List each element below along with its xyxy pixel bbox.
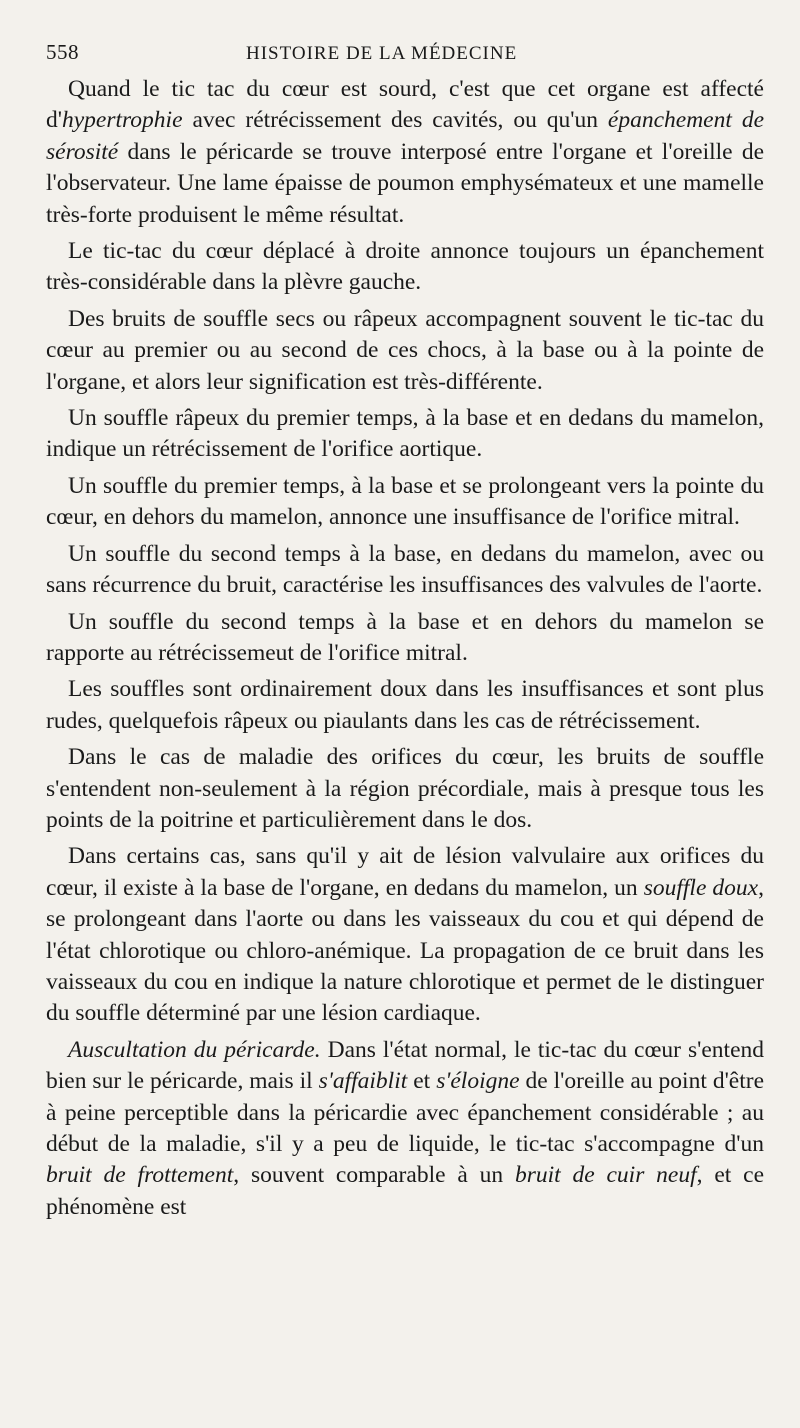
text-run: Le tic-tac du cœur déplacé à droite annonce toujours un épanchement très-considérable dans la plèvre gauche.	[46, 238, 764, 296]
paragraph	[46, 1035, 764, 1223]
text-run: Dans le cas de maladie des orifices du cœur, les bruits de souffle s'entendent non-seulement à la région précordiale, mais à presque tous les points de la poitrine et particulièrement dans le dos.	[46, 744, 764, 833]
italic-text: hypertrophie	[61, 107, 183, 134]
text-run: et	[407, 1068, 437, 1095]
text-run: , souvent comparable à un	[233, 1162, 515, 1189]
body-text	[46, 74, 764, 1223]
italic-text: s'éloigne	[436, 1068, 520, 1095]
paragraph	[46, 74, 764, 231]
text-run: Un souffle du premier temps, à la base et se prolongeant vers la pointe du cœur, en dehors du mamelon, annonce une insuffisance de l'orifice mitral.	[46, 472, 764, 531]
paragraph	[46, 304, 764, 398]
paragraph	[46, 539, 764, 602]
italic-text: épanchement de sérosité	[46, 107, 764, 165]
text-run: Dans l'état normal, le tic-tac du cœur s'entend bien sur le péricarde, mais il	[46, 1036, 765, 1095]
text-run: , et ce phénomène est	[46, 1162, 765, 1220]
paragraph	[46, 841, 764, 1029]
text-run: , se prolongeant dans l'aorte ou dans les vaisseaux du cou et qui dépend de l'état chlorotique ou chloro-anémique. La propagation de ce bruit dans les vaisseaux du cou en indique la nature chlorotique et permet de le distinguer du souffle déterminé par une lésion cardiaque.	[46, 874, 764, 1027]
italic-text: bruit de cuir neuf	[514, 1162, 697, 1189]
paragraph	[46, 674, 764, 737]
italic-text: Auscultation du péricarde.	[68, 1036, 321, 1063]
italic-text: s'affaiblit	[318, 1068, 408, 1095]
text-run: Un souffle râpeux du premier temps, à la base et en dedans du mamelon, indique un rétrécissement de l'orifice aortique.	[46, 405, 764, 463]
page-header	[46, 40, 764, 74]
text-run: Un souffle du second temps à la base et en dehors du mamelon se rapporte au rétrécissemeut de l'orifice mitral.	[46, 608, 764, 666]
text-run: Quand le tic tac du cœur est sourd, c'est que cet organe est affecté d'	[46, 76, 764, 134]
running-title: HISTOIRE DE LA MÉDECINE	[246, 43, 518, 64]
italic-text: bruit de frottement	[46, 1162, 234, 1189]
text-run: Les souffles sont ordinairement doux dans les insuffisances et sont plus rudes, quelquefois râpeux ou piaulants dans les cas de rétrécissement.	[46, 676, 764, 734]
page-number: 558	[46, 40, 79, 64]
italic-text: souffle doux	[643, 874, 759, 901]
text-run: de l'oreille au point d'être à peine perceptible dans la péricardie avec épanchement considérable ; au début de la maladie, s'il y a peu de liquide, le tic-tac s'accompagne d'un	[46, 1068, 765, 1157]
paragraph	[46, 471, 764, 534]
text-run: Un souffle du second temps à la base, en dedans du mamelon, avec ou sans récurrence du bruit, caractérise les insuffisances des valvules de l'aorte.	[46, 540, 764, 599]
paragraph	[46, 742, 764, 836]
paragraph	[46, 403, 764, 466]
text-run: dans le péricarde se trouve interposé entre l'organe et l'oreille de l'observateur. Une lame épaisse de poumon emphysémateux et une mamelle très-forte produisent le même résultat.	[46, 138, 764, 228]
text-run: avec rétrécissement des cavités, ou qu'un	[182, 107, 608, 134]
paragraph	[46, 236, 764, 299]
paragraph	[46, 607, 764, 670]
text-run: Des bruits de souffle secs ou râpeux accompagnent souvent le tic-tac du cœur au premier ou au second de ces chocs, à la base ou à la pointe de l'organe, et alors leur signification est très-différente.	[46, 305, 764, 395]
text-run: Dans certains cas, sans qu'il y ait de lésion valvulaire aux orifices du cœur, il existe à la base de l'organe, en dedans du mamelon, un	[46, 843, 764, 901]
